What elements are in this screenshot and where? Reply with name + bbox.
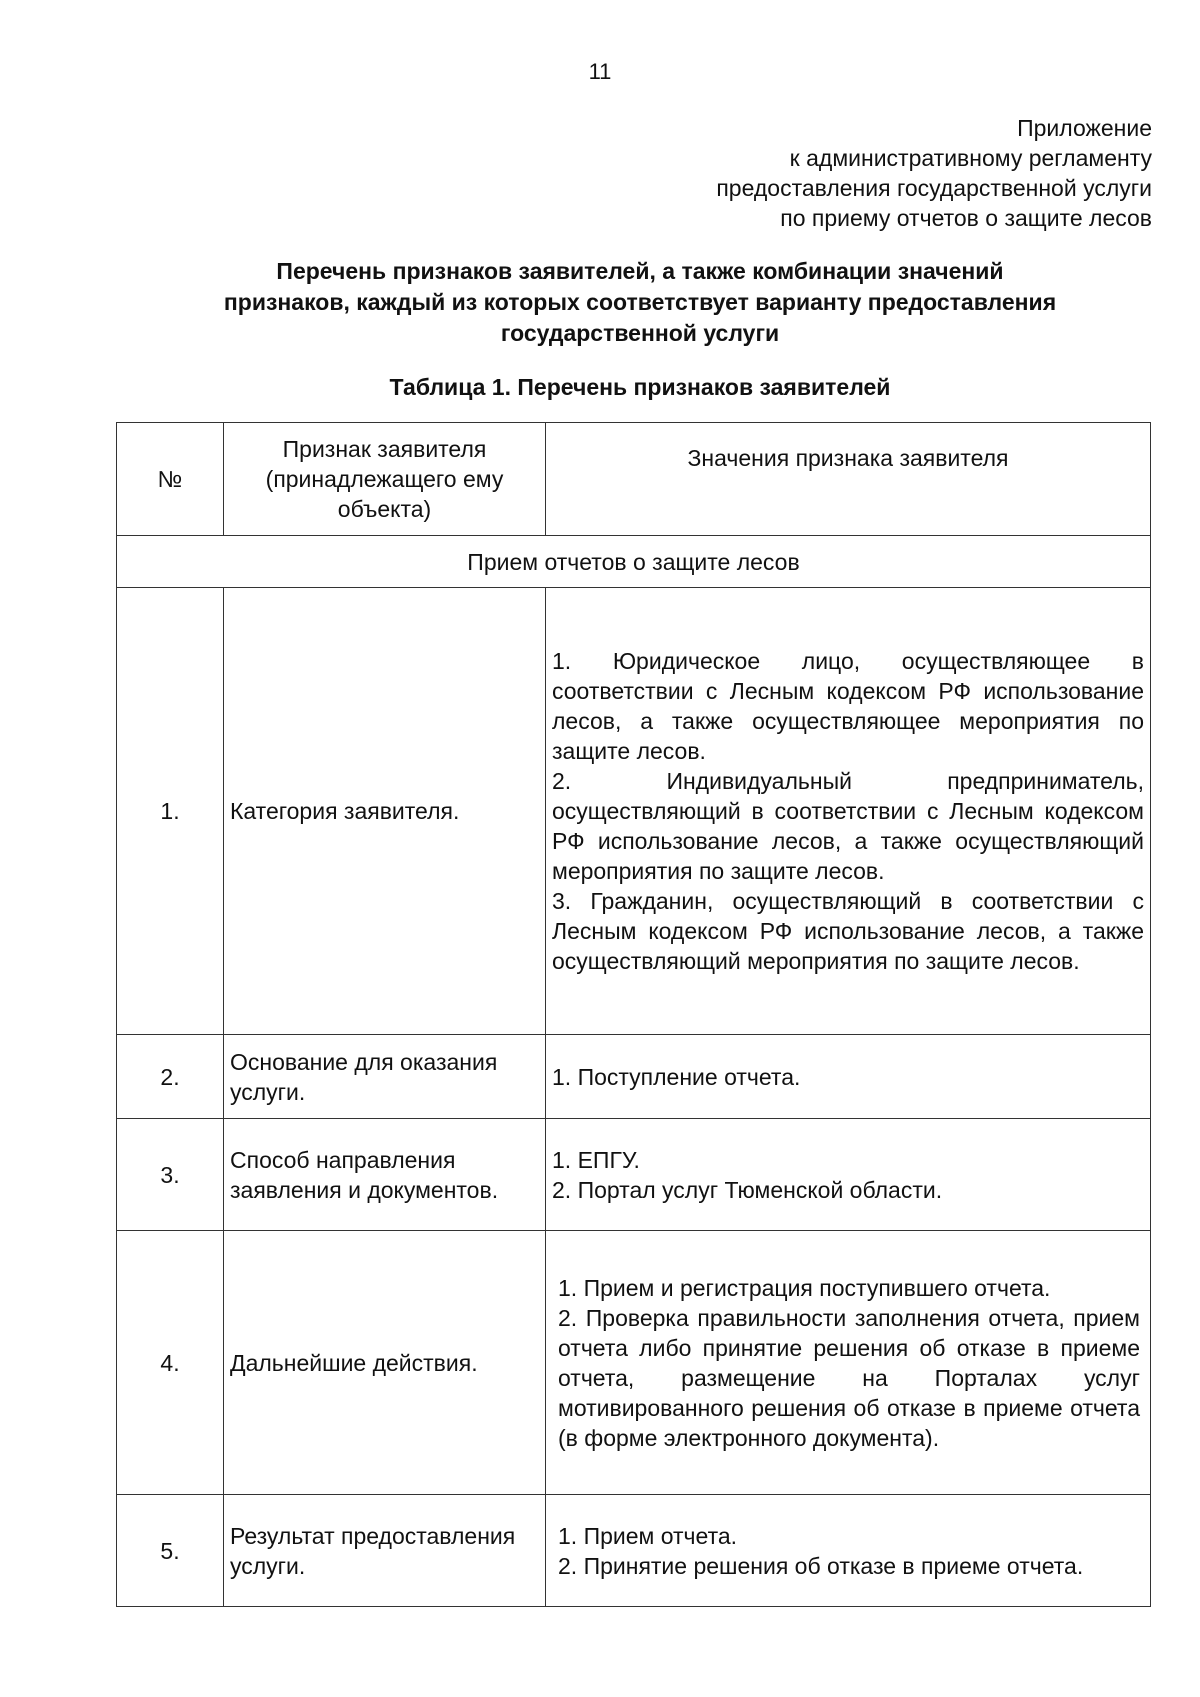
table-row — [117, 1231, 1151, 1495]
table-header-row — [117, 423, 1151, 536]
value-item: 2. Портал услуг Тюменской области. — [552, 1176, 943, 1203]
row-values — [546, 588, 1151, 1035]
applicant-features-table — [116, 422, 1151, 1607]
row-number: 4. — [117, 1231, 224, 1495]
section-title: Прием отчетов о защите лесов — [117, 536, 1151, 588]
value-item: 2. Индивидуальный предприниматель, осуществляющий в соответствии с Лесным кодексом РФ использование лесов, а также осуществляющий мероприятия по защите лесов. — [552, 768, 1144, 884]
row-values — [546, 1495, 1151, 1607]
title-line: Перечень признаков заявителей, а также комбинации значений — [276, 258, 1004, 284]
row-values — [546, 1119, 1151, 1231]
table-row — [117, 1119, 1151, 1231]
table-row — [117, 1495, 1151, 1607]
value-item: 1. Поступление отчета. — [552, 1063, 801, 1090]
value-item: 1. Прием отчета. — [558, 1522, 738, 1549]
value-item: 1. Прием и регистрация поступившего отчета. — [558, 1274, 1051, 1301]
row-feature: Способ направления заявления и документов. — [224, 1119, 546, 1231]
appendix-line: Приложение — [1017, 115, 1152, 141]
row-feature: Основание для оказания услуги. — [224, 1035, 546, 1119]
row-feature: Результат предоставления услуги. — [224, 1495, 546, 1607]
row-values — [546, 1035, 1151, 1119]
header-feature: Признак заявителя (принадлежащего ему объекта) — [224, 423, 546, 536]
row-feature: Категория заявителя. — [224, 588, 546, 1035]
appendix-line: к административному регламенту — [789, 145, 1152, 171]
row-number: 5. — [117, 1495, 224, 1607]
value-item: 1. ЕПГУ. — [552, 1146, 640, 1173]
value-item: 2. Принятие решения об отказе в приеме отчета. — [558, 1552, 1084, 1579]
header-number: № — [117, 423, 224, 536]
row-number: 2. — [117, 1035, 224, 1119]
value-item: 3. Гражданин, осуществляющий в соответствии с Лесным кодексом РФ использование лесов, а также осуществляющий мероприятия по защите лесов. — [552, 888, 1144, 974]
document-title — [150, 256, 1130, 349]
row-values — [546, 1231, 1151, 1495]
title-line: государственной услуги — [500, 320, 780, 346]
page-number: 11 — [588, 59, 612, 84]
row-feature: Дальнейшие действия. — [224, 1231, 546, 1495]
header-values: Значения признака заявителя — [546, 423, 1151, 536]
title-line: признаков, каждый из которых соответствует варианту предоставления — [223, 289, 1057, 315]
appendix-line: по приему отчетов о защите лесов — [780, 205, 1152, 231]
row-number: 1. — [117, 588, 224, 1035]
value-item: 2. Проверка правильности заполнения отчета, прием отчета либо принятие решения об отказе в приеме отчета, размещение на Порталах услуг мотивированного решения об отказе в приеме отчета (в форме электронного документа). — [558, 1304, 1140, 1451]
table-row — [117, 588, 1151, 1035]
row-number: 3. — [117, 1119, 224, 1231]
value-item: 1. Юридическое лицо, осуществляющее в соответствии с Лесным кодексом РФ использование лесов, а также осуществляющее мероприятия по защите лесов. — [552, 648, 1144, 764]
table-caption: Таблица 1. Перечень признаков заявителей — [389, 374, 891, 400]
appendix-line: предоставления государственной услуги — [716, 175, 1152, 201]
table-row — [117, 1035, 1151, 1119]
table-section-row — [117, 536, 1151, 588]
appendix-block — [716, 113, 1152, 233]
